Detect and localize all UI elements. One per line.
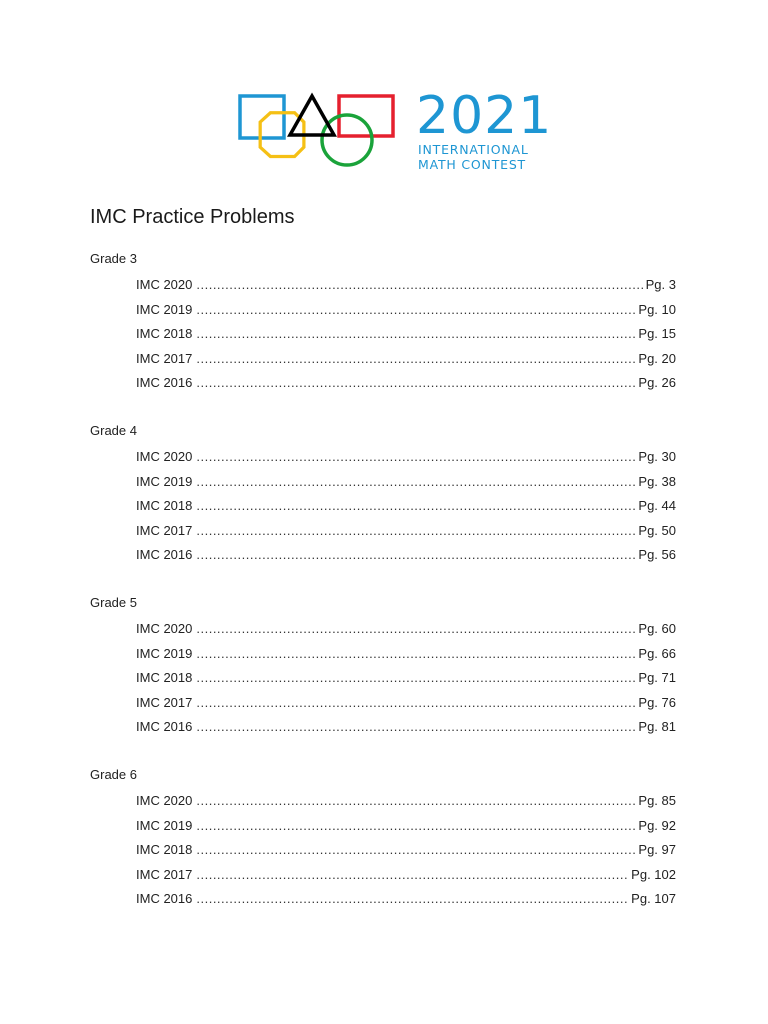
- toc-entry-page: Pg. 50: [638, 522, 676, 538]
- dot-leader: [196, 891, 628, 907]
- toc-entry[interactable]: [136, 818, 676, 834]
- toc-entry[interactable]: [136, 646, 676, 662]
- toc-entry-page: Pg. 66: [638, 645, 676, 661]
- toc-entry-page: Pg. 81: [638, 719, 676, 734]
- toc-entry-page: Pg. 102: [631, 866, 676, 882]
- toc-entry-label: IMC 2020: [136, 793, 193, 808]
- toc-entry-page: Pg. 92: [638, 817, 676, 833]
- toc-entry-page: Pg. 85: [638, 793, 676, 808]
- dot-leader: [196, 719, 635, 735]
- toc-entry[interactable]: [136, 498, 676, 514]
- toc-entry-page: Pg. 44: [638, 498, 676, 513]
- toc-entry-label: IMC 2019: [136, 817, 193, 833]
- dot-leader: [196, 474, 635, 490]
- toc-entry[interactable]: [136, 302, 676, 318]
- dot-leader: [196, 818, 635, 834]
- toc-entry[interactable]: [136, 719, 676, 735]
- toc-entry[interactable]: [136, 670, 676, 686]
- toc-entry-label: IMC 2020: [136, 621, 193, 636]
- dot-leader: [196, 523, 635, 539]
- toc-entry-label: IMC 2018: [136, 842, 193, 857]
- toc-entry-label: IMC 2018: [136, 670, 193, 685]
- toc-entry[interactable]: [136, 842, 676, 858]
- toc-entry-label: IMC 2016: [136, 375, 193, 390]
- toc-entry-page: Pg. 60: [638, 621, 676, 636]
- toc-entry[interactable]: [136, 547, 676, 563]
- toc-entry[interactable]: [136, 621, 676, 637]
- section-heading: Grade 4: [90, 423, 137, 438]
- dot-leader: [196, 326, 635, 342]
- dot-leader: [196, 547, 635, 563]
- toc-entry[interactable]: [136, 695, 676, 711]
- toc-entry[interactable]: [136, 523, 676, 539]
- dot-leader: [196, 695, 635, 711]
- section-heading: Grade 5: [90, 595, 137, 610]
- dot-leader: [196, 375, 635, 391]
- dot-leader: [196, 793, 635, 809]
- logo-text-line-2: MATH CONTEST: [418, 157, 526, 172]
- toc-entry[interactable]: [136, 326, 676, 342]
- toc-entry-label: IMC 2019: [136, 645, 193, 661]
- toc-entry[interactable]: [136, 474, 676, 490]
- toc-entry-page: Pg. 26: [638, 375, 676, 390]
- dot-leader: [196, 646, 635, 662]
- toc-entry[interactable]: [136, 277, 676, 293]
- toc-entry-label: IMC 2018: [136, 498, 193, 513]
- dot-leader: [196, 621, 635, 637]
- dot-leader: [196, 302, 635, 318]
- toc-entry-label: IMC 2020: [136, 449, 193, 464]
- toc-entry-page: Pg. 56: [638, 547, 676, 562]
- toc-entry-label: IMC 2016: [136, 719, 193, 734]
- toc-entry-page: Pg. 97: [638, 842, 676, 857]
- toc-entry[interactable]: [136, 867, 676, 883]
- toc-entry-label: IMC 2018: [136, 326, 193, 341]
- toc-entry-label: IMC 2017: [136, 866, 193, 882]
- toc-entry-page: Pg. 76: [638, 694, 676, 710]
- logo-text-line-1: INTERNATIONAL: [418, 142, 529, 157]
- toc-entry[interactable]: [136, 449, 676, 465]
- toc-entry-label: IMC 2019: [136, 301, 193, 317]
- section-heading: Grade 6: [90, 767, 137, 782]
- toc-entry-page: Pg. 10: [638, 301, 676, 317]
- logo-year: 2021: [416, 86, 553, 146]
- section-heading: Grade 3: [90, 251, 137, 266]
- toc-entry-page: Pg. 30: [638, 449, 676, 464]
- dot-leader: [196, 498, 635, 514]
- toc-entry-page: Pg. 71: [638, 670, 676, 685]
- dot-leader: [196, 867, 628, 883]
- dot-leader: [196, 842, 635, 858]
- toc-entry[interactable]: [136, 793, 676, 809]
- toc-entry[interactable]: [136, 891, 676, 907]
- toc-entry-page: Pg. 107: [631, 891, 676, 906]
- toc-entry-page: Pg. 38: [638, 473, 676, 489]
- toc-entry-page: Pg. 15: [638, 326, 676, 341]
- toc-entry-label: IMC 2016: [136, 891, 193, 906]
- toc-entry-page: Pg. 3: [645, 277, 676, 292]
- dot-leader: [196, 277, 642, 293]
- toc-entry-page: Pg. 20: [638, 350, 676, 366]
- toc-entry-label: IMC 2017: [136, 694, 193, 710]
- page-title: IMC Practice Problems: [90, 206, 295, 228]
- toc-entry-label: IMC 2017: [136, 350, 193, 366]
- dot-leader: [196, 351, 635, 367]
- toc-entry-label: IMC 2020: [136, 277, 193, 292]
- dot-leader: [196, 670, 635, 686]
- dot-leader: [196, 449, 635, 465]
- toc-entry-label: IMC 2016: [136, 547, 193, 562]
- toc-entry[interactable]: [136, 375, 676, 391]
- toc-entry[interactable]: [136, 351, 676, 367]
- toc-entry-label: IMC 2017: [136, 522, 193, 538]
- toc-entry-label: IMC 2019: [136, 473, 193, 489]
